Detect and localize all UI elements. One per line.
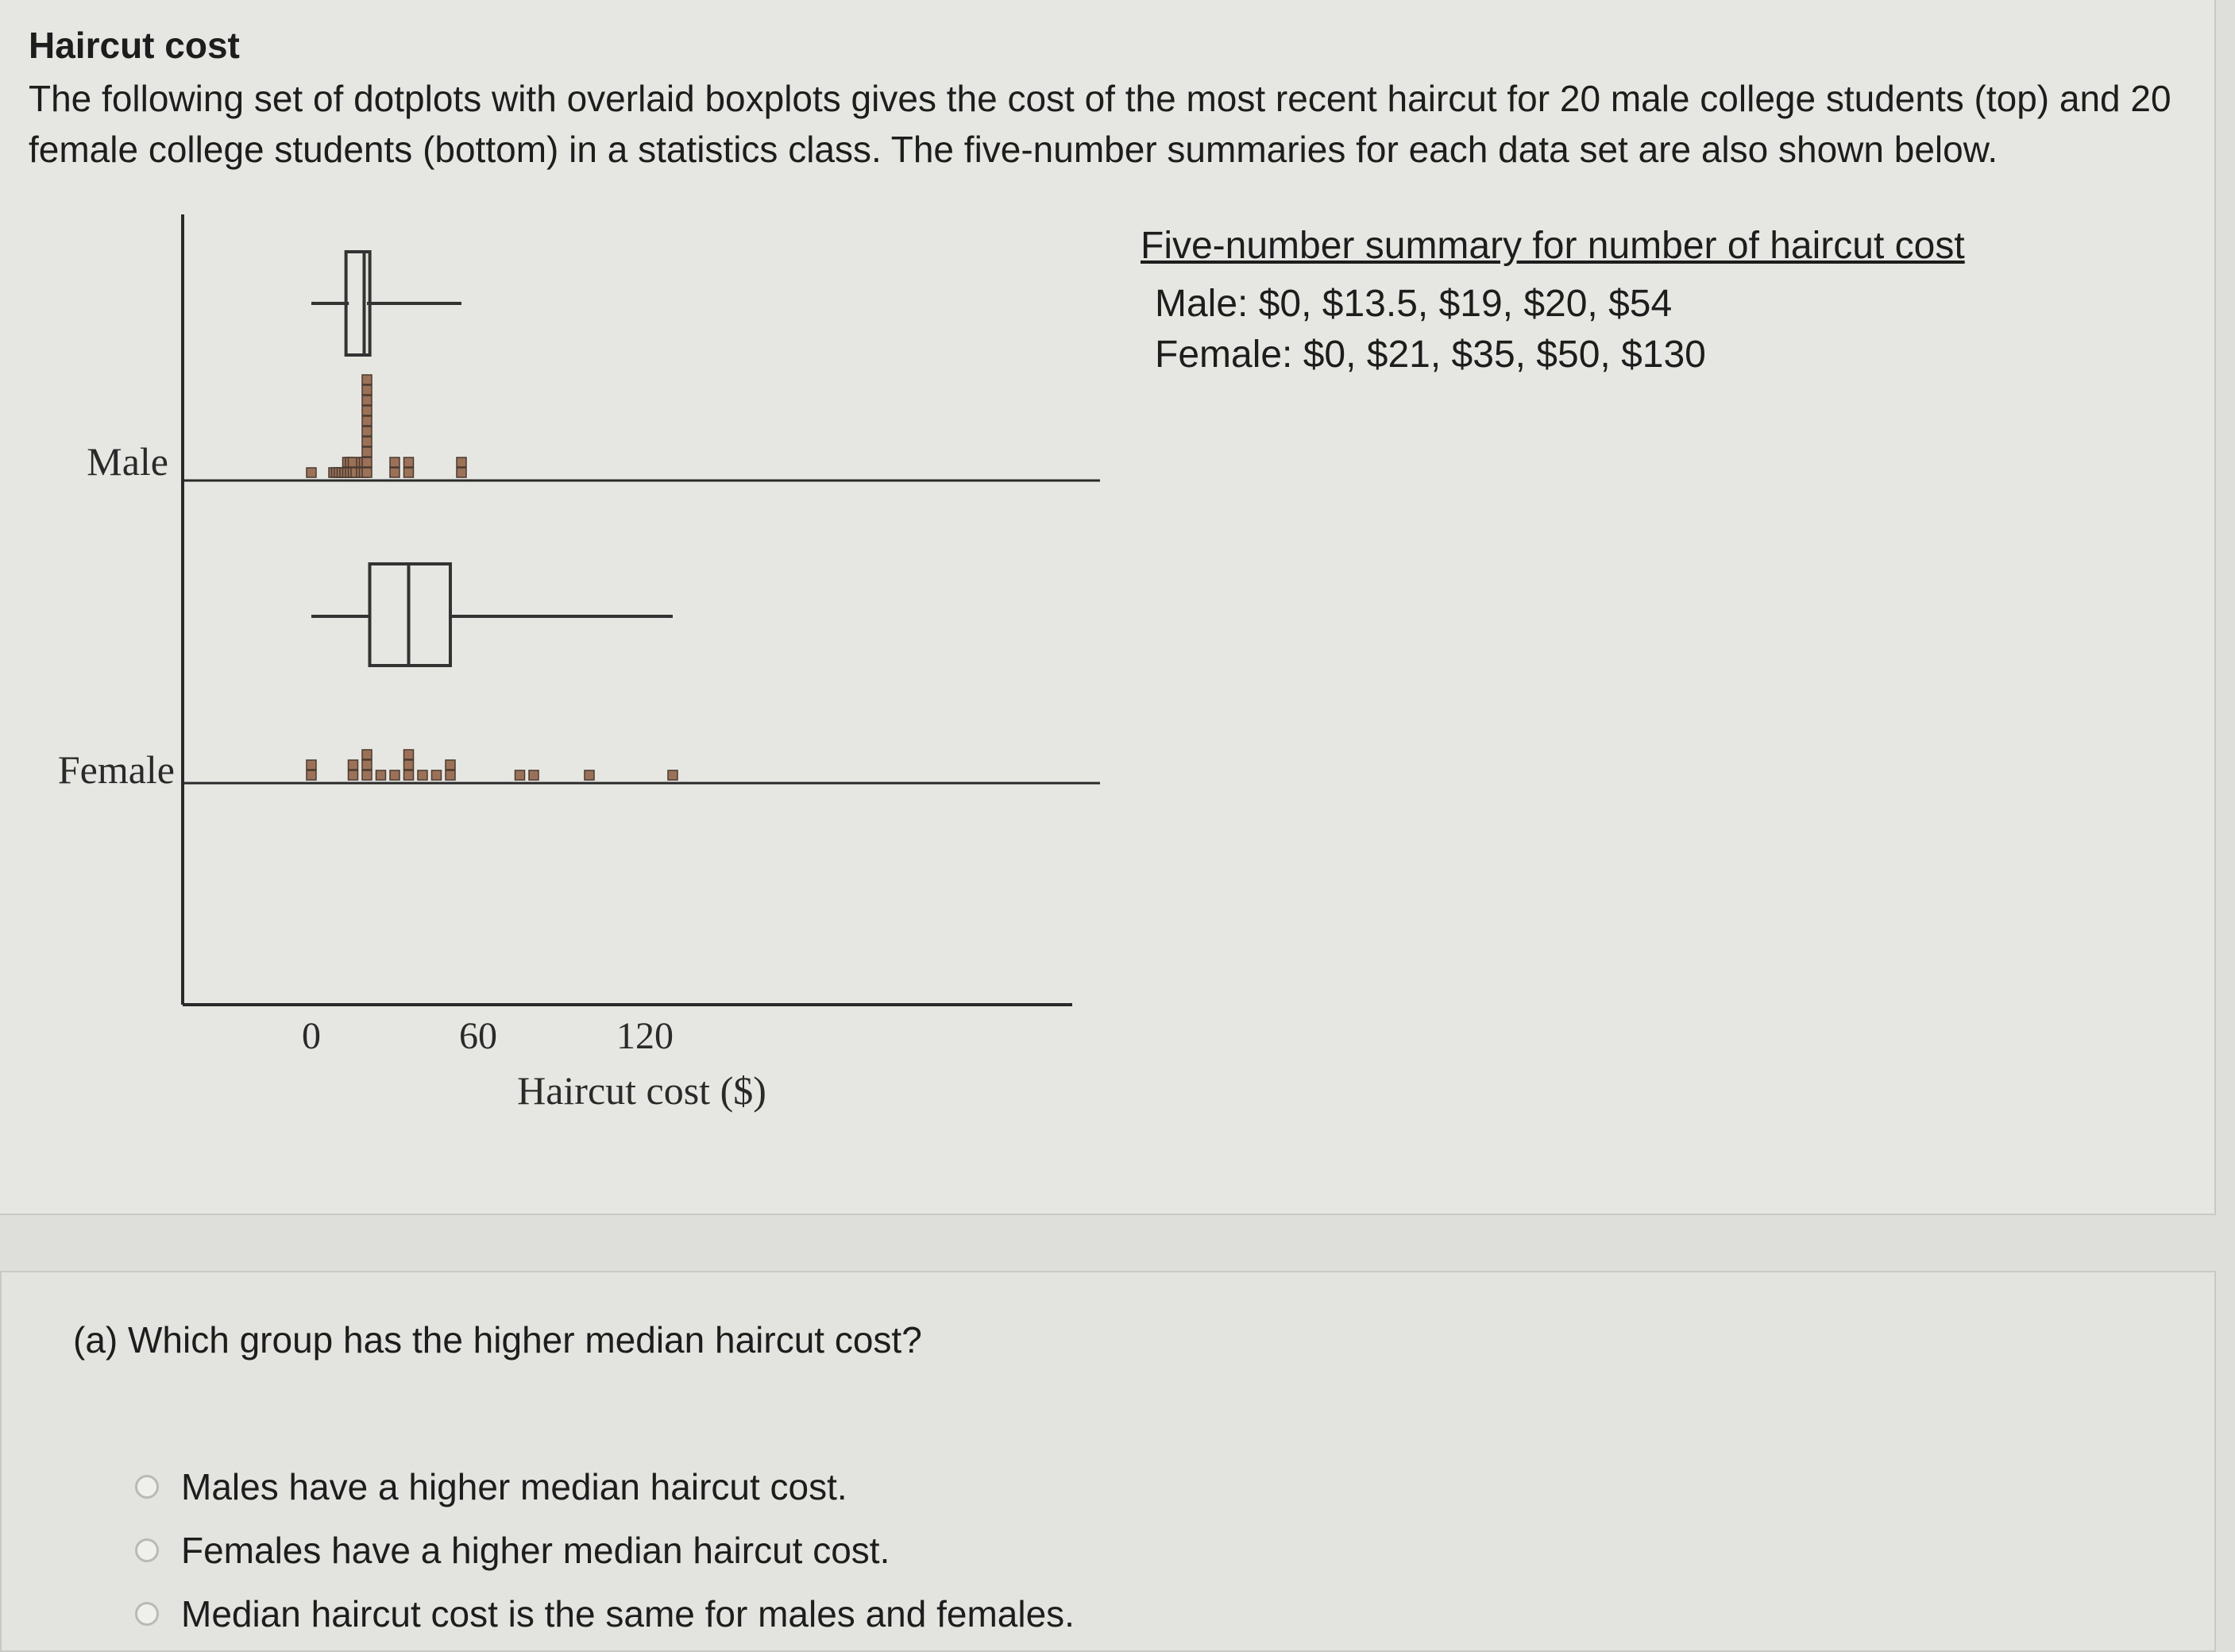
dot-marker bbox=[362, 427, 372, 436]
dotplot-chart bbox=[0, 206, 1128, 1120]
dot-marker bbox=[404, 770, 414, 780]
group-label-male: Male bbox=[87, 439, 168, 484]
dot-marker bbox=[362, 375, 372, 384]
chart-svg bbox=[0, 206, 1128, 1120]
box-iqr bbox=[346, 252, 370, 355]
question-panel bbox=[0, 1271, 2216, 1652]
dot-marker bbox=[457, 468, 466, 477]
dot-marker bbox=[307, 468, 316, 477]
dot-marker bbox=[418, 770, 427, 780]
radio-icon[interactable] bbox=[135, 1602, 159, 1626]
option-same-median[interactable] bbox=[135, 1582, 1075, 1646]
option-females-higher[interactable] bbox=[135, 1519, 1075, 1582]
radio-icon[interactable] bbox=[135, 1475, 159, 1499]
dot-marker bbox=[349, 760, 358, 770]
dot-marker bbox=[307, 760, 316, 770]
dot-marker bbox=[362, 406, 372, 415]
dot-marker bbox=[390, 468, 400, 477]
problem-intro: The following set of dotplots with overlaid boxplots gives the cost of the most recent haircut for 20 male college students (top) and 20 female college students (bottom) in a statistics class. The five-number summaries for each data set are also shown below. bbox=[29, 78, 2171, 170]
dot-marker bbox=[390, 770, 400, 780]
dot-marker bbox=[404, 468, 414, 477]
dot-marker bbox=[349, 770, 358, 780]
dot-marker bbox=[457, 457, 466, 467]
dot-marker bbox=[307, 770, 316, 780]
radio-icon[interactable] bbox=[135, 1538, 159, 1562]
dot-marker bbox=[362, 385, 372, 395]
dot-marker bbox=[529, 770, 538, 780]
summary-heading: Five-number summary for number of haircut cost bbox=[1141, 225, 1965, 267]
group-label-female: Female bbox=[57, 747, 175, 792]
dot-marker bbox=[404, 750, 414, 759]
summary-male: Male: $0, $13.5, $19, $20, $54 bbox=[1155, 283, 1673, 325]
option-males-higher[interactable] bbox=[135, 1455, 1075, 1519]
dot-marker bbox=[432, 770, 442, 780]
dot-marker bbox=[404, 457, 414, 467]
five-number-summary bbox=[1141, 224, 1965, 380]
dot-marker bbox=[668, 770, 677, 780]
x-axis-title: Haircut cost ($) bbox=[517, 1068, 766, 1113]
dot-marker bbox=[585, 770, 594, 780]
dot-marker bbox=[362, 750, 372, 759]
dot-marker bbox=[390, 457, 400, 467]
answer-options bbox=[135, 1455, 1075, 1646]
x-tick-label-120: 120 bbox=[616, 1015, 674, 1057]
question-text: (a) Which group has the higher median haircut cost? bbox=[73, 1319, 922, 1361]
problem-title: Haircut cost bbox=[29, 25, 240, 66]
dot-marker bbox=[362, 457, 372, 467]
x-tick-label-0: 0 bbox=[302, 1015, 321, 1057]
dot-marker bbox=[362, 760, 372, 770]
dot-marker bbox=[446, 770, 455, 780]
dot-marker bbox=[362, 416, 372, 426]
dot-marker bbox=[404, 760, 414, 770]
dot-marker bbox=[446, 760, 455, 770]
dot-marker bbox=[362, 437, 372, 446]
dot-marker bbox=[362, 447, 372, 457]
dot-marker bbox=[376, 770, 386, 780]
summary-female: Female: $0, $21, $35, $50, $130 bbox=[1155, 334, 1706, 376]
option-label: Median haircut cost is the same for males and females. bbox=[181, 1593, 1075, 1635]
dot-marker bbox=[362, 396, 372, 405]
dot-marker bbox=[362, 468, 372, 477]
dot-marker bbox=[515, 770, 525, 780]
dot-marker bbox=[362, 770, 372, 780]
option-label: Females have a higher median haircut cost. bbox=[181, 1530, 890, 1571]
option-label: Males have a higher median haircut cost. bbox=[181, 1466, 847, 1507]
x-tick-label-60: 60 bbox=[459, 1015, 497, 1057]
